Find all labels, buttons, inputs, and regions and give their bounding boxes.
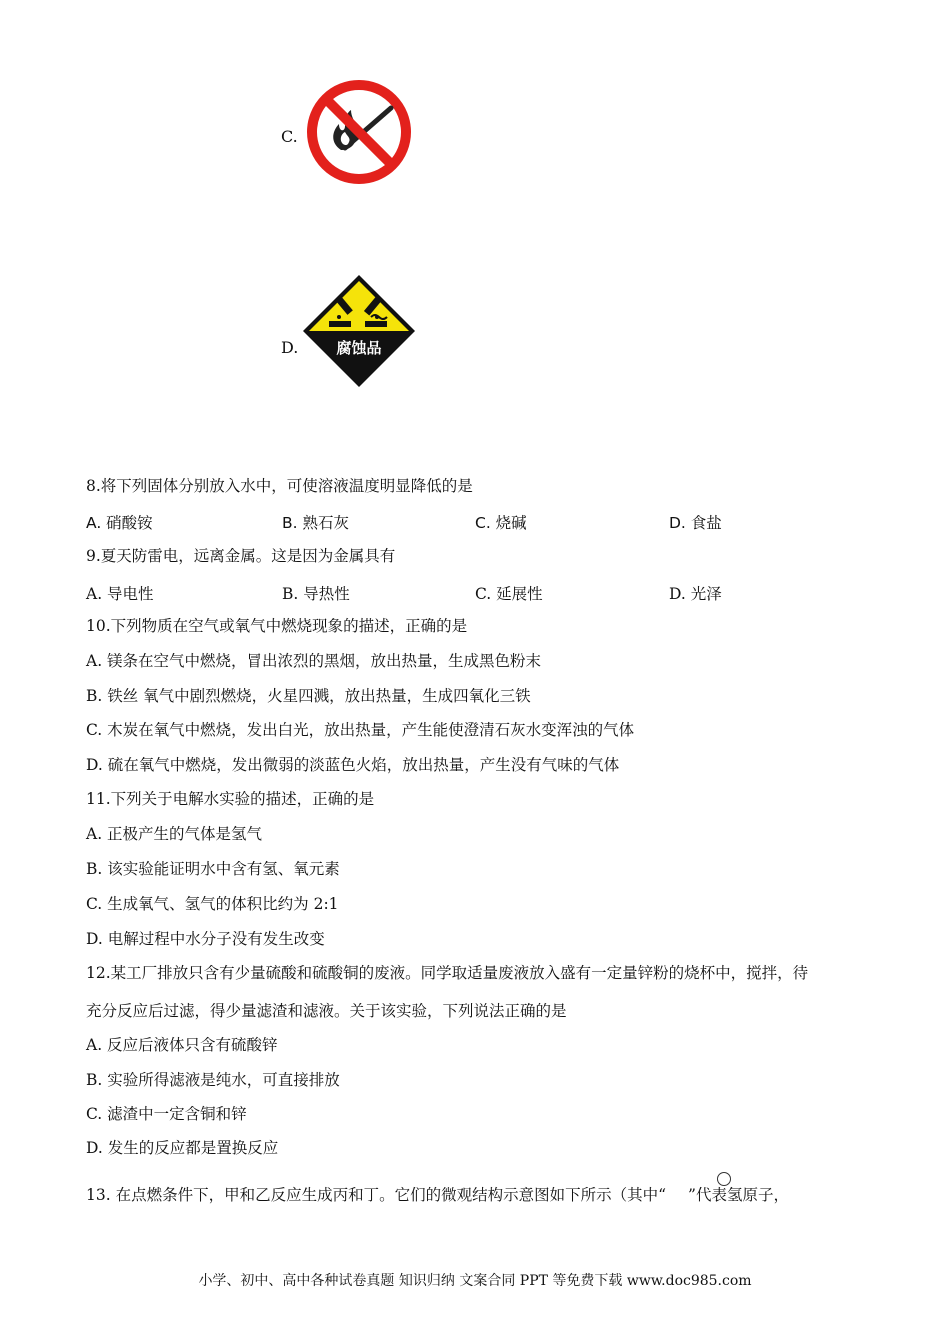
hydrogen-atom-icon [717, 1172, 731, 1186]
q11-option-a[interactable]: A. 正极产生的气体是氢气 [86, 825, 263, 843]
q8-option-c[interactable]: C. 烧碱 [475, 514, 527, 532]
corrosive-sign-text: 腐蚀品 [336, 339, 382, 357]
q9-option-c[interactable]: C. 延展性 [475, 585, 543, 603]
q8-option-d[interactable]: D. 食盐 [669, 514, 722, 532]
q8-stem: 8.将下列固体分别放入水中，可使溶液温度明显降低的是 [86, 477, 473, 495]
q9-stem: 9.夏天防雷电，远离金属。这是因为金属具有 [86, 547, 396, 565]
q12-option-d[interactable]: D. 发生的反应都是置换反应 [86, 1139, 279, 1157]
q13-stem-part2: ”代表氢原子， [688, 1186, 789, 1204]
q10-stem: 10.下列物质在空气或氧气中燃烧现象的描述，正确的是 [86, 617, 468, 635]
q13-stem-part1: 13. 在点燃条件下，甲和乙反应生成丙和丁。它们的微观结构示意图如下所示（其中“ [86, 1186, 667, 1204]
page-footer: 小学、初中、高中各种试卷真题 知识归纳 文案合同 PPT 等免费下载 www.doc985.com [198, 1273, 752, 1289]
q10-option-d[interactable]: D. 硫在氧气中燃烧，发出微弱的淡蓝色火焰，放出热量，产生没有气味的气体 [86, 756, 620, 774]
q12-stem-line2: 充分反应后过滤，得少量滤渣和滤液。关于该实验，下列说法正确的是 [86, 1002, 567, 1020]
q12-option-b[interactable]: B. 实验所得滤液是纯水，可直接排放 [86, 1071, 340, 1089]
q12-option-a[interactable]: A. 反应后液体只含有硫酸锌 [86, 1036, 278, 1054]
q8-option-a[interactable]: A. 硝酸铵 [86, 514, 153, 532]
q13-stem [86, 1185, 789, 1205]
q8-options [86, 511, 866, 531]
q9-option-a[interactable]: A. 导电性 [86, 585, 154, 603]
q11-option-c[interactable]: C. 生成氧气、氢气的体积比约为 2:1 [86, 895, 339, 913]
q10-option-c[interactable]: C. 木炭在氧气中燃烧，发出白光，放出热量，产生能使澄清石灰水变浑浊的气体 [86, 721, 635, 739]
q10-option-a[interactable]: A. 镁条在空气中燃烧，冒出浓烈的黑烟，放出热量，生成黑色粉末 [86, 652, 542, 670]
option-c-label: C. [281, 127, 298, 146]
q12-option-c[interactable]: C. 滤渣中一定含铜和锌 [86, 1105, 247, 1123]
q11-option-b[interactable]: B. 该实验能证明水中含有氢、氧元素 [86, 860, 340, 878]
q9-options [86, 582, 866, 602]
q11-stem: 11.下列关于电解水实验的描述，正确的是 [86, 790, 375, 808]
q9-option-b[interactable]: B. 导热性 [282, 585, 350, 603]
q11-option-d[interactable]: D. 电解过程中水分子没有发生改变 [86, 930, 325, 948]
q9-option-d[interactable]: D. 光泽 [669, 585, 722, 603]
option-d-label: D. [281, 338, 299, 357]
no-fire-sign-icon [303, 78, 415, 186]
q12-stem-line1: 12.某工厂排放只含有少量硫酸和硫酸铜的废液。同学取适量废液放入盛有一定量锌粉的烧杯中，搅拌，待 [86, 964, 809, 982]
corrosive-sign-icon [301, 273, 417, 389]
q8-option-b[interactable]: B. 熟石灰 [282, 514, 349, 532]
q10-option-b[interactable]: B. 铁丝 氧气中剧烈燃烧，火星四溅，放出热量，生成四氧化三铁 [86, 687, 531, 705]
